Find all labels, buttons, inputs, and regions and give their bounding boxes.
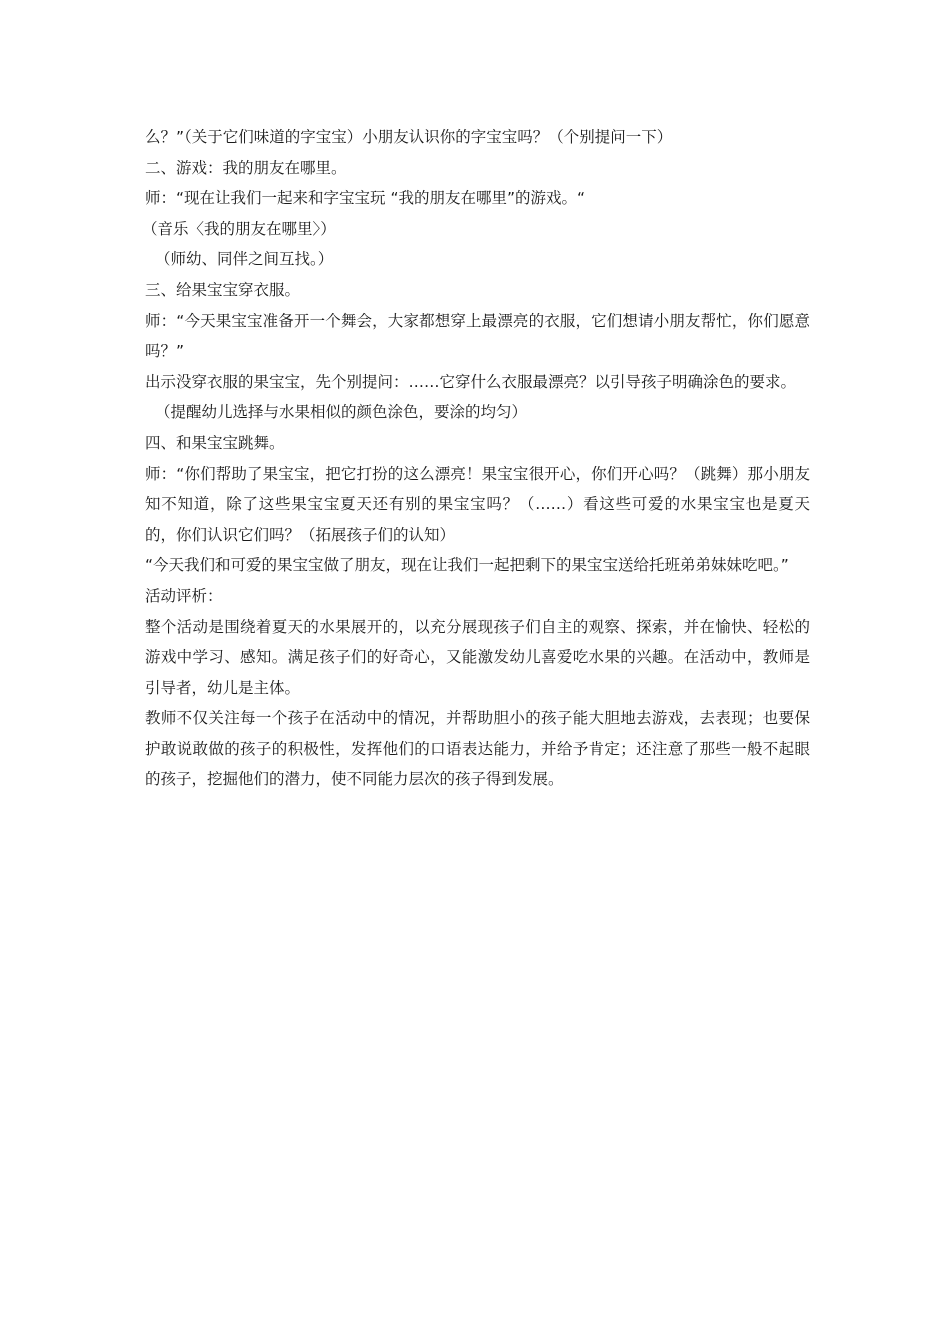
section-heading: 二、游戏：我的朋友在哪里。 — [145, 158, 347, 177]
section-heading: 三、给果宝宝穿衣服。 — [145, 280, 301, 299]
text-line: （提醒幼儿选择与水果相似的颜色涂色，要涂的均匀） — [155, 403, 528, 422]
text-line: （师幼、同伴之间互找。） — [155, 250, 334, 269]
section-heading: 活动评析： — [145, 586, 223, 605]
text-line: 么？”（关于它们味道的字宝宝）小朋友认识你的字宝宝吗？（个别提问一下） — [145, 128, 673, 146]
text-line: 师：“现在让我们一起来和字宝宝玩 “我的朋友在哪里”的游戏。“ — [145, 189, 586, 208]
paragraph: 教师不仅关注每一个孩子在活动中的情况，并帮助胆小的孩子能大胆地去游戏，去表现；也要保护敢说敢做的孩子的积极性，发挥他们的口语表达能力，并给予肯定；还注意了那些一般不起眼的孩子，挖掘他们的潜力，使不同能力层次的孩子得到发展。 — [145, 709, 810, 789]
paragraph: “今天我们和可爱的果宝宝做了朋友，现在让我们一起把剩下的果宝宝送给托班弟弟妹妹吃吧。” — [145, 556, 789, 575]
paragraph: 师：“今天果宝宝准备开一个舞会，大家都想穿上最漂亮的衣服，它们想请小朋友帮忙，你们愿意吗？” — [145, 311, 810, 361]
text-line: （音乐〈我的朋友在哪里〉） — [142, 219, 336, 238]
paragraph: 出示没穿衣服的果宝宝，先个别提问：……它穿什么衣服最漂亮？以引导孩子明确涂色的要求。 — [145, 372, 797, 391]
section-heading: 四、和果宝宝跳舞。 — [145, 433, 285, 452]
paragraph: 整个活动是围绕着夏天的水果展开的，以充分展现孩子们自主的观察、探索，并在愉快、轻松的游戏中学习、感知。满足孩子们的好奇心，又能激发幼儿喜爱吃水果的兴趣。在活动中，教师是引导者，幼儿是主体。 — [145, 617, 810, 697]
document-body — [142, 122, 810, 795]
paragraph: 师：“你们帮助了果宝宝，把它打扮的这么漂亮！果宝宝很开心，你们开心吗？（跳舞）那小朋友知不知道，除了这些果宝宝夏天还有别的果宝宝吗？（……）看这些可爱的水果宝宝也是夏天的，你们认识它们吗？（拓展孩子们的认知） — [145, 464, 810, 544]
